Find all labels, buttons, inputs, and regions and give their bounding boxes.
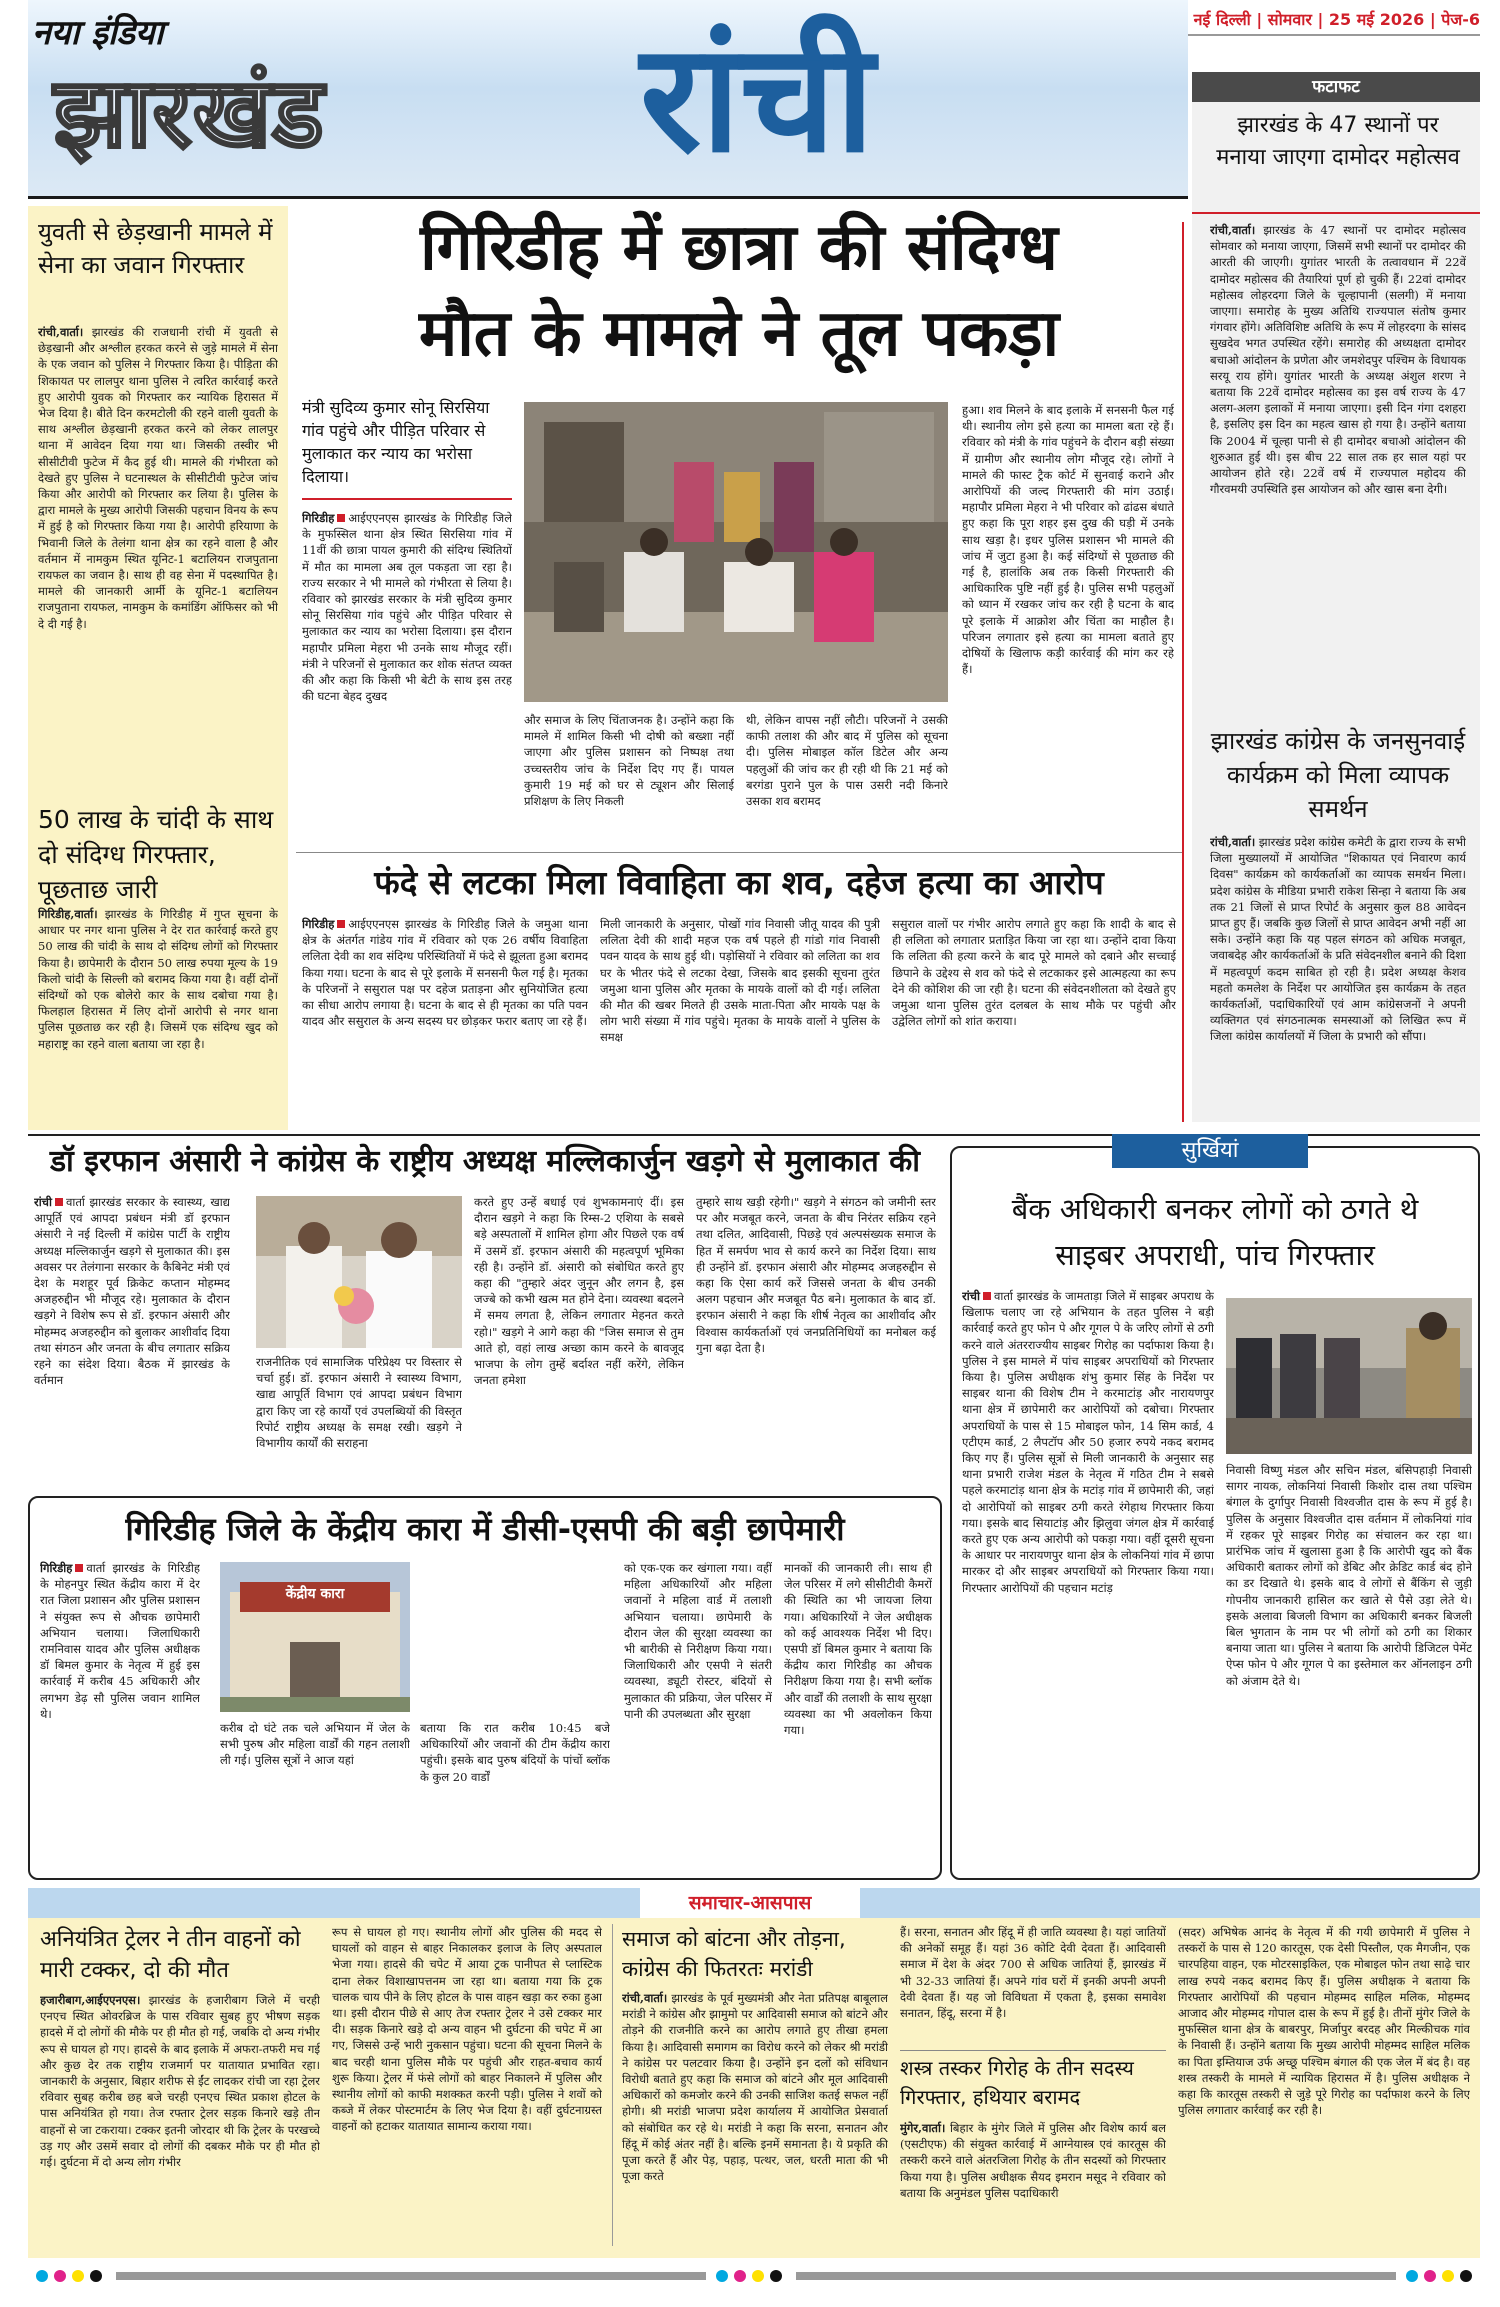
lead-headline-1: गिरिडीह में छात्रा की संदिग्ध <box>420 211 1058 285</box>
surkhiyan-photo <box>1226 1298 1472 1454</box>
arms-col-2: (सदर) अभिषेक आनंद के नेतृत्व में की गयी छापेमारी में पुलिस ने तस्करों के पास से 120 कारतूस, एक देसी पिस्तौल, एक मैगजीन, एक चारपहिया वाहन, एक मोटरसाइकिल, एक मोबाइल फोन तथा साढ़े चार लाख रुपये नकद बरामद किए हैं। पुलिस अधीक्षक ने बताया कि गिरफ्तार आरोपियों की पहचान मोहम्मद साहिल मलिक, मोहम्मद आजाद और मोहम्मद गोपाल दास के रूप में हुई है। तीनों मुंगेर जिले के मुफस्सिल थाना क्षेत्र के बाबरपुर, मिर्जापुर बरदह और मिल्कीचक गांव के निवासी हैं। उन्होंने बताया कि मुख्य आरोपी मोहम्मद साहिल मलिक का पिता इम्तियाज उर्फ अच्छू पश्चिम बंगाल की एक जेल में बंद है। वह शस्त्र तस्करी के मामले में न्यायिक हिरासत में है। पुलिस अधीक्षक ने कहा कि कारतूस तस्करी से जुड़े पूरे गिरोह का पर्दाफाश करने के लिए पुलिस लगातार कार्रवाई कर रही है। <box>1178 1925 1470 2118</box>
surkhiyan-col-1 <box>962 1288 1214 1868</box>
left-headline-1: युवती से छेड़खानी मामले में सेना का जवान गिरफ्तार <box>38 218 273 279</box>
surkhiyan-headline-1: बैंक अधिकारी बनकर लोगों को ठगते थे <box>1011 1192 1419 1226</box>
reg-dot-cyan <box>36 2270 48 2282</box>
dowry-dateline: गिरिडीह <box>302 917 335 931</box>
lead-intro: मंत्री सुदिव्य कुमार सोनू सिरसिया गांव पहुंचे और पीड़ित परिवार से मुलाकात कर न्याय का भरोसा दिलाया। <box>302 398 490 486</box>
dowry-top-rule <box>296 852 1182 853</box>
aaspaas-tag: समाचार-आसपास <box>640 1888 860 1918</box>
irfan-dateline: रांची <box>34 1195 52 1209</box>
dowry-headline: फंदे से लटका मिला विवाहिता का शव, दहेज हत्या का आरोप <box>374 863 1104 902</box>
surkhiyan-box <box>950 1138 1480 1880</box>
reg-bar-left <box>116 2272 706 2280</box>
dowry-col-1 <box>302 916 588 1124</box>
marandi-col-1 <box>622 1990 888 2246</box>
reg-dot-magenta <box>54 2270 66 2282</box>
reg-dot-yellow-2 <box>752 2270 764 2282</box>
irfan-col-1 <box>34 1194 230 1492</box>
reg-dot-black <box>90 2270 102 2282</box>
marandi-headline: समाज को बांटना और तोड़ना, कांग्रेस की फितरतः मरांडी <box>622 1927 846 1981</box>
surkhiyan-tag: सुर्खियां <box>1112 1134 1308 1168</box>
arms-col-1 <box>900 2120 1166 2246</box>
irfan-headline: डॉ इरफान अंसारी ने कांग्रेस के राष्ट्रीय अध्यक्ष मल्लिकार्जुन खड़गे से मुलाकात की <box>49 1144 921 1179</box>
arms-text-1: बिहार के मुंगेर जिले में पुलिस और विशेष कार्य बल (एसटीएफ) की संयुक्त कार्रवाई में आग्नेयास्त्र एवं कारतूस की तस्करी करने वाले अंतरजिला गिरोह के तीन सदस्यों को गिरफ्तार किया गया है। पुलिस अधीक्षक सैयद इमरान मसूद ने रविवार को बताया कि अनुमंडल पुलिस पदाधिकारी <box>900 2121 1166 2200</box>
trailer-headline: अनियंत्रित ट्रेलर ने तीन वाहनों को मारी टक्कर, दो की मौत <box>40 1927 301 1983</box>
left-headline-2: 50 लाख के चांदी के साथ दो संदिग्ध गिरफ्तार, पूछताछ जारी <box>38 805 274 904</box>
arms-dateline: मुंगेर,वार्ता। <box>900 2121 946 2135</box>
dowry-agency: आईएएनएस <box>348 917 400 931</box>
irfan-photo <box>256 1196 462 1348</box>
arms-headline: शस्त्र तस्कर गिरोह के तीन सदस्य गिरफ्तार, हथियार बरामद <box>900 2056 1134 2109</box>
irfan-col-3: करते हुए उन्हें बधाई एवं शुभकामनाएं दीं। इस दौरान खड़गे ने कहा कि रिम्स-2 एशिया के सबसे बड़े अस्पतालों में शामिल होगा और पिछले एक वर्ष में उसमें डॉ. इरफान अंसारी की महत्वपूर्ण भूमिका रही है। उन्होंने डॉ. अंसारी को संबोधित करते हुए कहा की "तुम्हारे अंदर जुनून और लगन है, इस जज्बे को कभी खत्म मत होने देना। व्यवस्था बदलने में समय लगता है, लेकिन लगातार मेहनत करते रहो।" खड़गे ने आगे कहा की "जिस समाज से तुम आते हो, वहां लाख अच्छा काम करने के बावजूद भाजपा के लोग तुम्हें बर्दाश्त नहीं करेंगे, लेकिन जनता हमेशा <box>474 1195 684 1388</box>
jail-col-2: करीब दो घंटे तक चले अभियान में जेल के सभी पुरुष और महिला वार्डों की गहन तलाशी ली गई। पुलिस सूत्रों ने आज यहां <box>220 1721 410 1768</box>
fatafat-dateline-1: रांची,वार्ता। <box>1210 223 1256 237</box>
dowry-col-2: मिली जानकारी के अनुसार, पोखों गांव निवासी जीतू यादव की पुत्री ललिता देवी की शादी महज एक वर्ष पहले ही गांडो गांव निवासी पवन यादव के साथ हुई थी। पड़ोसियों ने रविवार को ललिता का शव घर के भीतर फंदे से लटका देखा, जिसके बाद इसकी सूचना तुरंत जमुआ थाना पुलिस और मृतका के मायके वालों को दी गई। ललिता की मौत की खबर मिलते ही उसके माता-पिता और मायके पक्ष के लोग भारी संख्या में गांव पहुंचे। मृतका के मायके वालों ने पुलिस के समक्ष <box>600 917 880 1045</box>
trailer-col-2: रूप से घायल हो गए। स्थानीय लोगों और पुलिस की मदद से घायलों को वाहन से बाहर निकालकर इलाज के लिए अस्पताल भेजा गया। हादसे की चपेट में आया ट्रक पानीपत से प्लास्टिक दाना लेकर विशाखापत्तनम जा रहा था। बताया गया कि ट्रक चालक चाय पीने के लिए होटल के पास वाहन खड़ा कर रुका हुआ था। इसी दौरान पीछे से आए तेज रफ्तार ट्रेलर ने उसे टक्कर मार दी। सड़क किनारे खड़े दो अन्य वाहन भी दुर्घटना की चपेट में आ गए, जिससे उन्हें भारी नुकसान पहुंचा। घटना की सूचना मिलने के बाद चरही थाना पुलिस मौके पर पहुंची और राहत-बचाव कार्य शुरू किया। ट्रेलर में फंसे लोगों को बाहर निकालने में पुलिस और स्थानीय लोगों को काफी मशक्कत करनी पड़ी। पुलिस ने शवों को कब्जे में लेकर पोस्टमार्टम के लिए भेज दिया है। वहीं दुर्घटनाग्रस्त वाहनों को हटाकर यातायात सामान्य कराया गया। <box>332 1925 602 2134</box>
left-dateline-2: गिरिडीह,वार्ता। <box>38 907 98 921</box>
left-body-2 <box>38 906 278 1120</box>
irfan-col-2: राजनीतिक एवं सामाजिक परिप्रेक्ष्य पर विस्तार से चर्चा हुई। डॉ. इरफान अंसारी ने स्वास्थ्य विभाग, खाद्य आपूर्ति विभाग एवं आपदा प्रबंधन विभाग द्वारा किए जा रहे कार्यों एवं उपलब्धियों की विस्तृत रिपोर्ट राष्ट्रीय अध्यक्ष के समक्ष रखी। खड़गे ने विभागीय कार्यों की सराहना <box>256 1355 462 1451</box>
red-square-icon <box>983 1292 991 1300</box>
left-body-1 <box>38 324 278 798</box>
dowry-col-3: ससुराल वालों पर गंभीर आरोप लगाते हुए कहा कि शादी के बाद से ही ललिता को लगातार प्रताड़ित किया जा रहा था। उन्होंने दावा किया कि ललिता की हत्या करने के बाद पूरे मामले को दबाने और सच्चाई छिपाने के उद्देश्य से शव को फंदे से लटकाकर इसे आत्महत्या का रूप देने की कोशिश की जा रही है। घटना की संवेदनशीलता को देखते हुए जमुआ थाना पुलिस तुरंत दलबल के साथ मौके पर पहुंची और उद्वेलित लोगों को शांत कराया। <box>892 917 1176 1029</box>
jail-col-1 <box>40 1560 200 1866</box>
date-line: नई दिल्ली | सोमवार | 25 मई 2026 | पेज-6 <box>1193 10 1480 29</box>
reg-bar-right <box>796 2272 1396 2280</box>
red-square-icon <box>337 920 345 928</box>
lead-col-2: और समाज के लिए चिंताजनक है। उन्होंने कहा कि मामले में शामिल किसी भी दोषी को बख्शा नहीं जाएगा और पुलिस प्रशासन को निष्पक्ष तथा उच्चस्तरीय जांच के निर्देश दिए गए हैं। पायल कुमारी 19 मई को घर से ट्यूशन और सिलाई प्रशिक्षण के लिए निकली <box>524 713 734 809</box>
fatafat-body-2 <box>1210 834 1466 1118</box>
reg-dot-yellow <box>72 2270 84 2282</box>
fatafat-text-2: झारखंड प्रदेश कांग्रेस कमेटी के द्वारा राज्य के सभी जिला मुख्यालयों में आयोजित "शिकायत एवं निवारण कार्य दिवस" कार्यक्रम को कार्यकर्ताओं का व्यापक समर्थन मिला। प्रदेश कांग्रेस के मीडिया प्रभारी राकेश सिन्हा ने बताया कि अब तक 21 जिलों से प्राप्त रिपोर्ट के अनुसार कुल 88 आवेदन प्राप्त हुए हैं। जबकि कुछ जिलों से प्राप्त आवेदन अभी नहीं आ सके। उन्होंने कहा कि यह पहल संगठन को अधिक मजबूत, जवाबदेह और कार्यकर्ताओं के प्रति संवेदनशील बनाने की दिशा में महत्वपूर्ण कदम साबित हो रही है। प्रदेश अध्यक्ष केशव महतो कमलेश के निर्देश पर आयोजित इस कार्यक्रम के तहत कार्यकर्ताओं, पदाधिकारियों एवं आम कांग्रेसजनों ने अपनी व्यक्तिगत एवं संगठनात्मक समस्याओं को लिखित रूप में जिला कांग्रेस कार्यालयों में जिला के प्रभारी को सौंपा। <box>1210 835 1466 1044</box>
masthead-bottom-rule <box>28 196 1188 199</box>
fatafat-body-1 <box>1210 222 1466 720</box>
dowry-text-1: झारखंड के गिरिडीह जिले के जमुआ थाना क्षेत्र के अंतर्गत गांडेय गांव में रविवार को एक 26 वर्षीय विवाहिता ललिता देवी का शव संदिग्ध परिस्थितियों में फंदे से झूलता हुआ बरामद किया गया। घटना के बाद से पूरे इलाके में सनसनी फैल गई है। मृतका के परिजनों ने ससुराल पक्ष पर दहेज प्रताड़ना और सुनियोजित हत्या का सीधा आरोप लगाया है। घटना के बाद से ही मृतका का पति पवन यादव और ससुराल के अन्य सदस्य घर छोड़कर फरार बताए जा रहे हैं। <box>302 917 588 1029</box>
jail-dateline: गिरिडीह <box>40 1561 73 1575</box>
reg-dot-cyan-3 <box>1406 2270 1418 2282</box>
fatafat-headline-2: झारखंड कांग्रेस के जनसुनवाई कार्यक्रम को मिला व्यापक समर्थन <box>1210 727 1466 823</box>
trailer-text-1: झारखंड के हजारीबाग जिले में चरही एनएच स्थित ओवरब्रिज के पास रविवार सुबह हुए भीषण सड़क हादसे में दो लोगों की मौके पर ही मौत हो गई, जबकि दो अन्य गंभीर रूप से घायल हो गए। हादसे के बाद इलाके में अफरा-तफरी मच गई और कुछ देर तक राष्ट्रीय राजमार्ग पर यातायात प्रभावित रहा। जानकारी के अनुसार, बिहार शरीफ से ईंट लादकर रांची जा रहा ट्रेलर रविवार सुबह करीब छह बजे चरही एनएच स्थित प्रकाश होटल के पास अनियंत्रित हो गया। तेज रफ्तार ट्रेलर सड़क किनारे खड़े तीन वाहनों से जा टकराया। टक्कर इतनी जोरदार थी कि ट्रेलर के परखच्चे उड़ गए और उसमें सवार दो लोगों की दबकर मौके पर ही मौत हो गई। दुर्घटना में दो अन्य लोग गंभीर <box>40 1993 320 2170</box>
fatafat-headline-1: झारखंड के 47 स्थानों पर मनाया जाएगा दामोदर महोत्सव <box>1216 113 1460 170</box>
reg-dot-black-3 <box>1460 2270 1472 2282</box>
left-dateline-1: रांची,वार्ता। <box>38 325 84 339</box>
aaspaas-divider-1 <box>612 1924 613 2246</box>
meeting-photo <box>256 1196 462 1348</box>
arms-rule <box>900 2050 1166 2051</box>
left-column <box>28 206 288 1130</box>
reg-dot-cyan-2 <box>716 2270 728 2282</box>
surkhiyan-headline-2: साइबर अपराधी, पांच गिरफ्तार <box>1055 1238 1375 1272</box>
reg-dot-magenta-3 <box>1424 2270 1436 2282</box>
marandi-col-2: हैं। सरना, सनातन और हिंदू में ही जाति व्यवस्था है। यहां जातियों की अनेकों समूह हैं। यहां 36 कोटि देवी देवता हैं। आदिवासी समाज में देश के अंदर 700 से अधिक जातियां हैं, झारखंड में भी 32-33 जातियां हैं। अपने गांव घरों में इनकी अपनी अपनी देवी देवता हैं। यह जो विविधता में एकता है, इसका समावेश सनातन, हिंदू, सरना में है। <box>900 1925 1166 2021</box>
surkhiyan-col-2: निवासी विष्णु मंडल और सचिन मंडल, बंसिपहाड़ी निवासी सागर नायक, लोकनियां निवासी किशोर दास तथा पश्चिम बंगाल के दुर्गापुर निवासी विश्वजीत दास के रूप में हुई है। पुलिस के अनुसार विश्वजीत दास वर्तमान में लोकनियां गांव में रहकर पूरे साइबर गिरोह का संचालन कर रहा था। प्रारंभिक जांच में खुलासा हुआ है कि आरोपी खुद को बैंक अधिकारी बताकर लोगों को डेबिट और क्रेडिट कार्ड बंद होने का डर दिखाते थे। इसके बाद वे लोगों से बैंकिंग से जुड़ी गोपनीय जानकारी हासिल कर खाते से पैसे उड़ा लेते थे। इसके अलावा बिजली विभाग का अधिकारी बनकर बिजली बिल भुगतान के नाम पर भी लोगों को ठगी का शिकार बनाया जाता था। पुलिस ने बताया कि आरोपी डिजिटल पेमेंट ऐप्स फोन पे और गूगल पे का इस्तेमाल कर ऑनलाइन ठगी को अंजाम देते थे। <box>1226 1463 1472 1688</box>
fatafat-column <box>1192 72 1480 1122</box>
lead-agency: आईएएनएस <box>348 511 400 525</box>
red-square-icon <box>55 1198 63 1206</box>
state-name: झारखंड <box>54 57 325 169</box>
lead-text-1: झारखंड के गिरिडीह जिले के मुफस्सिल थाना क्षेत्र स्थित सिरसिया गांव में 11वीं की छात्रा पायल कुमारी की संदिग्ध स्थितियों में मौत का मामला अब तूल पकड़ता जा रहा है। राज्य सरकार ने भी मामले को गंभीरता से लिया है। रविवार को झारखंड सरकार के मंत्री सुदिव्य कुमार सोनू सिरसिया गांव पहुंचे और पीड़ित परिवार से मुलाकात कर न्याय का भरोसा दिलाया। इस दौरान महापौर प्रमिला मेहरा भी उनके साथ मौजूद रहीं। मंत्री ने परिजनों से मुलाकात कर शोक संतप्त व्यक्त की और कहा कि किसी भी बेटी के साथ इस तरह की घटना बेहद दुखद <box>302 511 512 704</box>
left-text-2: झारखंड के गिरिडीह में गुप्त सूचना के आधार पर नगर थाना पुलिस ने देर रात कार्रवाई करते हुए 50 लाख की चांदी के साथ दो संदिग्ध लोगों को गिरफ्तार किया है। छापेमारी के दौरान 50 लाख रुपया मूल्य के 19 किलो चांदी के सिल्ली को बरामद किया गया है। वहीं दोनों संदिग्धों को एक बोलेरो कार के साथ दबोचा गया है। फिलहाल हिरासत में लिए दोनों आरोपी से नगर थाना पुलिस पूछताछ कर रही है। जिसमें एक संदिग्ध खुद को महाराष्ट्र का रहने वाला बताया जा रहा है। <box>38 907 278 1051</box>
lead-dateline: गिरिडीह <box>302 511 335 525</box>
irfan-col-4: तुम्हारे साथ खड़ी रहेगी।" खड़गे ने संगठन को जमीनी स्तर पर और मजबूत करने, जनता के बीच निरंतर सक्रिय रहने तथा दलित, आदिवासी, पिछड़े एवं अल्पसंख्यक समाज के हित में समर्पण भाव से कार्य करने का निर्देश दिया। साथ ही उन्होंने डॉ. इरफान अंसारी और मोहम्मद अजहरुद्दीन से कहा कि ऐसा कार्य करें जिससे जनता के बीच उनकी अलग पहचान और मजबूत पैठ बने। मुलाकात के बाद डॉ. इरफान अंसारी ने कहा कि शीर्ष नेतृत्व का आशीर्वाद और विश्वास कार्यकर्ताओं एवं जनप्रतिनिधियों का मनोबल कई गुना बढ़ा देता है। <box>696 1195 936 1355</box>
fatafat-rule-1 <box>1192 212 1480 214</box>
red-square-icon <box>75 1564 83 1572</box>
jail-photo-sign: केंद्रीय कारा <box>285 1586 345 1602</box>
jail-col-4: को एक-एक कर खंगाला गया। वहीं महिला अधिकारियों और महिला जवानों ने महिला वार्ड में तलाशी अभियान चलाया। छापेमारी के दौरान जेल की सुरक्षा व्यवस्था का भी बारीकी से निरीक्षण किया गया। जिलाधिकारी और एसपी ने संतरी व्यवस्था, ड्यूटी रोस्टर, बंदियों से मुलाकात की प्रक्रिया, जेल परिसर में पानी की उपलब्धता और सुरक्षा <box>624 1561 772 1721</box>
irfan-agency: वार्ता <box>65 1195 85 1209</box>
reg-dot-black-2 <box>770 2270 782 2282</box>
jail-agency: वार्ता <box>86 1561 106 1575</box>
date-line-underline <box>1188 34 1480 36</box>
left-text-1: झारखंड की राजधानी रांची में युवती से छेड़खानी और अश्लील हरकत करने से जुड़े मामले में सेना के एक जवान को पुलिस ने गिरफ्तार किया है। पीड़िता की शिकायत पर लालपुर थाना पुलिस ने त्वरित कार्रवाई करते हुए आरोपी युवक को गिरफ्तार कर न्यायिक हिरासत में भेज दिया है। बीते दिन करमटोली की रहने वाली युवती के साथ अश्लील छेड़खानी हरकत करने को लेकर लालपुर थाना में आवेदन दिया गया था। जिसकी तस्वीर भी सीसीटीवी फुटेज में कैद हुई थी। मामले की गंभीरता को देखते हुए पुलिस ने घटनास्थल के सीसीटीवी फुटेज जांच किया और आरोपी को गिरफ्तार कर लिया है। पुलिस के द्वारा मामले के मुख्य आरोपी जिसकी पहचान विनय के रूप में हुई है को गिरफ्तार किया गया है। आरोपी हरियाणा के भिवानी जिले के तेलंगा थाना क्षेत्र का रहने वाला है और वर्तमान में नामकुम स्थित यूनिट-1 बटालियन राजपुताना रायफल का जवान है। साथ ही वह सेना में पदस्थापित है। मामले की जानकारी आर्मी के यूनिट-1 बटालियन राजपुताना रायफल, नामकुम के कमांडिंग ऑफिसर को भी दे दी गई है। <box>38 325 278 631</box>
arrested-suspects-photo <box>1226 1298 1472 1454</box>
fatafat-text-1: झारखंड के 47 स्थानों पर दामोदर महोत्सव सोमवार को मनाया जाएगा, जिसमें सभी स्थानों पर दामोदर की आरती की जाएगी। युगांतर भारती के तत्वावधान में 22वें दामोदर महोत्सव की तैयारियां पूर्ण हो चुकी हैं। 22वां दामोदर महोत्सव लोहरदगा जिले के चूल्हापानी (सलगी) में मनाया जाएगा। समारोह के मुख्य अतिथि राज्यपाल संतोष कुमार गंगवार होंगे। अतिविशिष्ट अतिथि के रूप में लोहरदगा के सांसद सुखदेव भगत उपस्थित रहेंगे। समारोह की अध्यक्षता दामोदर बचाओ आंदोलन के प्रणेता और जमशेदपुर पश्चिम के विधायक सरयू राय होंगे। युगांतर भारती के अध्यक्ष अंशुल शरण ने बताया कि 22वें दामोदर महोत्सव का इस वर्ष राज्य के 47 अलग-अलग इलाकों में मनाया जाएगा। इसी दिन गंगा दशहरा है, इसलिए इस दिन का महत्व खास हो गया है। उन्होंने बताया कि 2004 में चूल्हा पानी से ही दामोदर बचाओ आंदोलन की शुरुआत हुई थी। इस बीच 22 साल तक हर साल यहां पर आयोजन होते रहे। 22वें वर्ष में राज्यपाल महोदय की गौरवमयी उपस्थिति इस आयोजन को और खास बना देगी। <box>1210 223 1466 497</box>
lead-col-4: हुआ। शव मिलने के बाद इलाके में सनसनी फैल गई थी। स्थानीय लोग इसे हत्या का मामला बता रहे हैं। रविवार को मंत्री के गांव पहुंचने के दौरान बड़ी संख्या में ग्रामीण और स्थानीय लोग मौजूद रहे। लोगों ने मामले की फास्ट ट्रैक कोर्ट में सुनवाई कराने और आरोपियों की जल्द गिरफ्तारी की मांग उठाई। महापौर प्रमिला मेहरा ने भी परिवार को ढांढस बंधाते हुए कहा कि पूरा शहर इस दुख की घड़ी में उनके साथ खड़ा है। इधर पुलिस प्रशासन भी मामले की जांच में जुटा हुआ है। कई संदिग्धों से पूछताछ की गई है, हालांकि अब तक किसी गिरफ्तारी की आधिकारिक पुष्टि नहीं हुई है। पुलिस सभी पहलुओं को ध्यान में रखकर जांच कर रही है घटना के बाद पूरे इलाके में आक्रोश और चिंता का माहौल है। परिजन लगातार इसे हत्या का मामला बताते हुए दोषियों के खिलाफ कड़ी कार्रवाई की मांग कर रहे हैं। <box>962 403 1174 677</box>
surkhiyan-agency: वार्ता <box>993 1289 1013 1303</box>
paper-name: नया इंडिया <box>32 13 164 53</box>
lead-photo <box>524 402 948 702</box>
marandi-text-1: झारखंड के पूर्व मुख्यमंत्री और नेता प्रतिपक्ष बाबूलाल मरांडी ने कांग्रेस और झामुमो पर आदिवासी समाज को बांटने और तोड़ने की राजनीति करने का आरोप लगाते हुए तीखा हमला किया है। आदिवासी समागम का विरोध करने को लेकर श्री मरांडी ने कांग्रेस पर पलटवार किया है। उन्होंने इन दलों को संविधान विरोधी बताते हुए कहा कि समाज को बांटने और मूल आदिवासी अधिकारों को कमजोर करने की उनकी साजिश कतई सफल नहीं होगी। श्री मरांडी भाजपा प्रदेश कार्यालय में आयोजित प्रेसवार्ता को संबोधित कर रहे थे। मरांडी ने कहा कि सरना, सनातन और हिंदू में कोई अंतर नहीं है। बल्कि इनमें समानता है। ये प्रकृति की पूजा करते हैं और पेड़, पहाड़, पत्थर, जल, धरती माता की भी पूजा करते <box>622 1991 888 2184</box>
lead-col-1 <box>302 510 512 842</box>
trailer-dateline: हजारीबाग,आईएएनएस। <box>40 1993 141 2007</box>
registration-bar <box>28 2266 1480 2286</box>
surkhiyan-text-1: झारखंड के जामताड़ा जिले में साइबर अपराध के खिलाफ चलाए जा रहे अभियान के तहत पुलिस ने बड़ी कार्रवाई करते हुए फोन पे और गूगल पे के जरिए लोगों से ठगी करने वाले अंतरराज्यीय साइबर गिरोह का पर्दाफाश किया है। पुलिस ने इस मामले में पांच साइबर अपराधियों को गिरफ्तार किया है। पुलिस अधीक्षक शंभु कुमार सिंह के निर्देश पर साइबर थाना की विशेष टीम ने करमाटांड़ और नारायणपुर थाना क्षेत्र में छापेमारी कर आरोपियों को दबोचा। गिरफ्तार अपराधियों के पास से 15 मोबाइल फोन, 14 सिम कार्ड, 4 एटीएम कार्ड, 2 लैपटॉप और 50 हजार रुपये नकद बरामद किए गए हैं। पुलिस सूत्रों से मिली जानकारी के अनुसार सह थाना प्रभारी राजेश मंडल के नेतृत्व में गठित टीम ने सबसे पहले करमाटांड़ थाना क्षेत्र के मटांड़ गांव में छापेमारी की, जहां दो आरोपियों को साइबर ठगी करते रंगेहाथ गिरफ्तार किया गया। इसके बाद सियाटांड़ और झिलुवा जंगल क्षेत्र में कार्रवाई करते हुए एक अन्य आरोपी को पकड़ा गया। वहीं दूसरी सूचना के आधार पर नारायणपुर थाना क्षेत्र के लोकनियां गांव में छापा मारकर दो और साइबर अपराधियों को गिरफ्तार किया गया। गिरफ्तार आरोपियों की पहचान मटांड़ <box>962 1289 1214 1595</box>
marandi-dateline: रांची,वार्ता। <box>622 1991 668 2005</box>
jail-photo <box>220 1562 410 1712</box>
lead-headline-2: मौत के मामले ने तूल पकड़ा <box>418 297 1060 371</box>
jail-col-5: मानकों की जानकारी ली। साथ ही जेल परिसर में लगे सीसीटीवी कैमरों की स्थिति का भी जायजा लिया गया। अधिकारियों ने जेल अधीक्षक को कई आवश्यक निर्देश भी दिए। एसपी डॉ बिमल कुमार ने बताया कि केंद्रीय कारा गिरिडीह का औचक निरीक्षण किया गया है। सभी ब्लॉक और वार्डों की तलाशी के साथ सुरक्षा व्यवस्था का भी अवलोकन किया गया। <box>784 1561 932 1738</box>
surkhiyan-dateline: रांची <box>962 1289 980 1303</box>
fatafat-tag: फटाफट <box>1192 72 1480 102</box>
trailer-col-1 <box>40 1992 320 2246</box>
village-meeting-photo <box>524 402 948 702</box>
irfan-text-1: झारखंड सरकार के स्वास्थ्य, खाद्य आपूर्ति एवं आपदा प्रबंधन मंत्री डॉ इरफान अंसारी ने नई दिल्ली में कांग्रेस पार्टी के राष्ट्रीय अध्यक्ष मल्लिकार्जुन खड़गे से मुलाकात की। इस अवसर पर तेलंगाना सरकार के कैबिनेट मंत्री एवं देश के मशहूर पूर्व क्रिकेट कप्तान मोहम्मद अजहरुद्दीन भी मौजूद रहे। मुलाकात के दौरान खड़गे ने विशेष रूप से डॉ. इरफान अंसारी और मोहम्मद अजहरुद्दीन को बुलाकर आशीर्वाद दिया तथा संगठन और जनता के बीच लगातार सक्रिय रहने का संदेश दिया। बैठक में झारखंड के वर्तमान <box>34 1195 230 1388</box>
jail-col-3: बताया कि रात करीब 10:45 बजे अधिकारियों और जवानों की टीम केंद्रीय कारा पहुंची। इसके बाद पुरुष बंदियों के पांचों ब्लॉक के कुल 20 वार्डों <box>420 1721 610 1784</box>
reg-dot-magenta-2 <box>734 2270 746 2282</box>
city-name: रांची <box>640 12 875 186</box>
reg-dot-yellow-3 <box>1442 2270 1454 2282</box>
red-square-icon <box>337 514 345 522</box>
fatafat-left-rule <box>1182 222 1184 1122</box>
jail-box <box>28 1496 942 1880</box>
lead-col-3: थी, लेकिन वापस नहीं लौटी। परिजनों ने उसकी काफी तलाश की और बाद में पुलिस को सूचना दी। पुलिस मोबाइल कॉल डिटेल और अन्य पहलुओं की जांच कर ही रही थी कि 21 मई को बरगंडा पुराने पुल के पास उसरी नदी किनारे उसका शव बरामद <box>746 713 948 809</box>
lead-intro-rule <box>302 498 512 500</box>
jail-headline: गिरिडीह जिले के केंद्रीय कारा में डीसी-एसपी की बड़ी छापेमारी <box>125 1510 845 1548</box>
fatafat-dateline-2: रांची,वार्ता। <box>1210 835 1256 849</box>
jail-text-1: झारखंड के गिरिडीह के मोहनपुर स्थित केंद्रीय कारा में देर रात जिला प्रशासन और पुलिस प्रशासन ने संयुक्त रूप से औचक छापेमारी अभियान चलाया। जिलाधिकारी रामनिवास यादव और पुलिस अधीक्षक डॉ बिमल कुमार के नेतृत्व में हुई इस कार्रवाई में करीब 45 अधिकारी और लगभग डेढ़ सौ पुलिस जवान शामिल थे। <box>40 1561 200 1721</box>
